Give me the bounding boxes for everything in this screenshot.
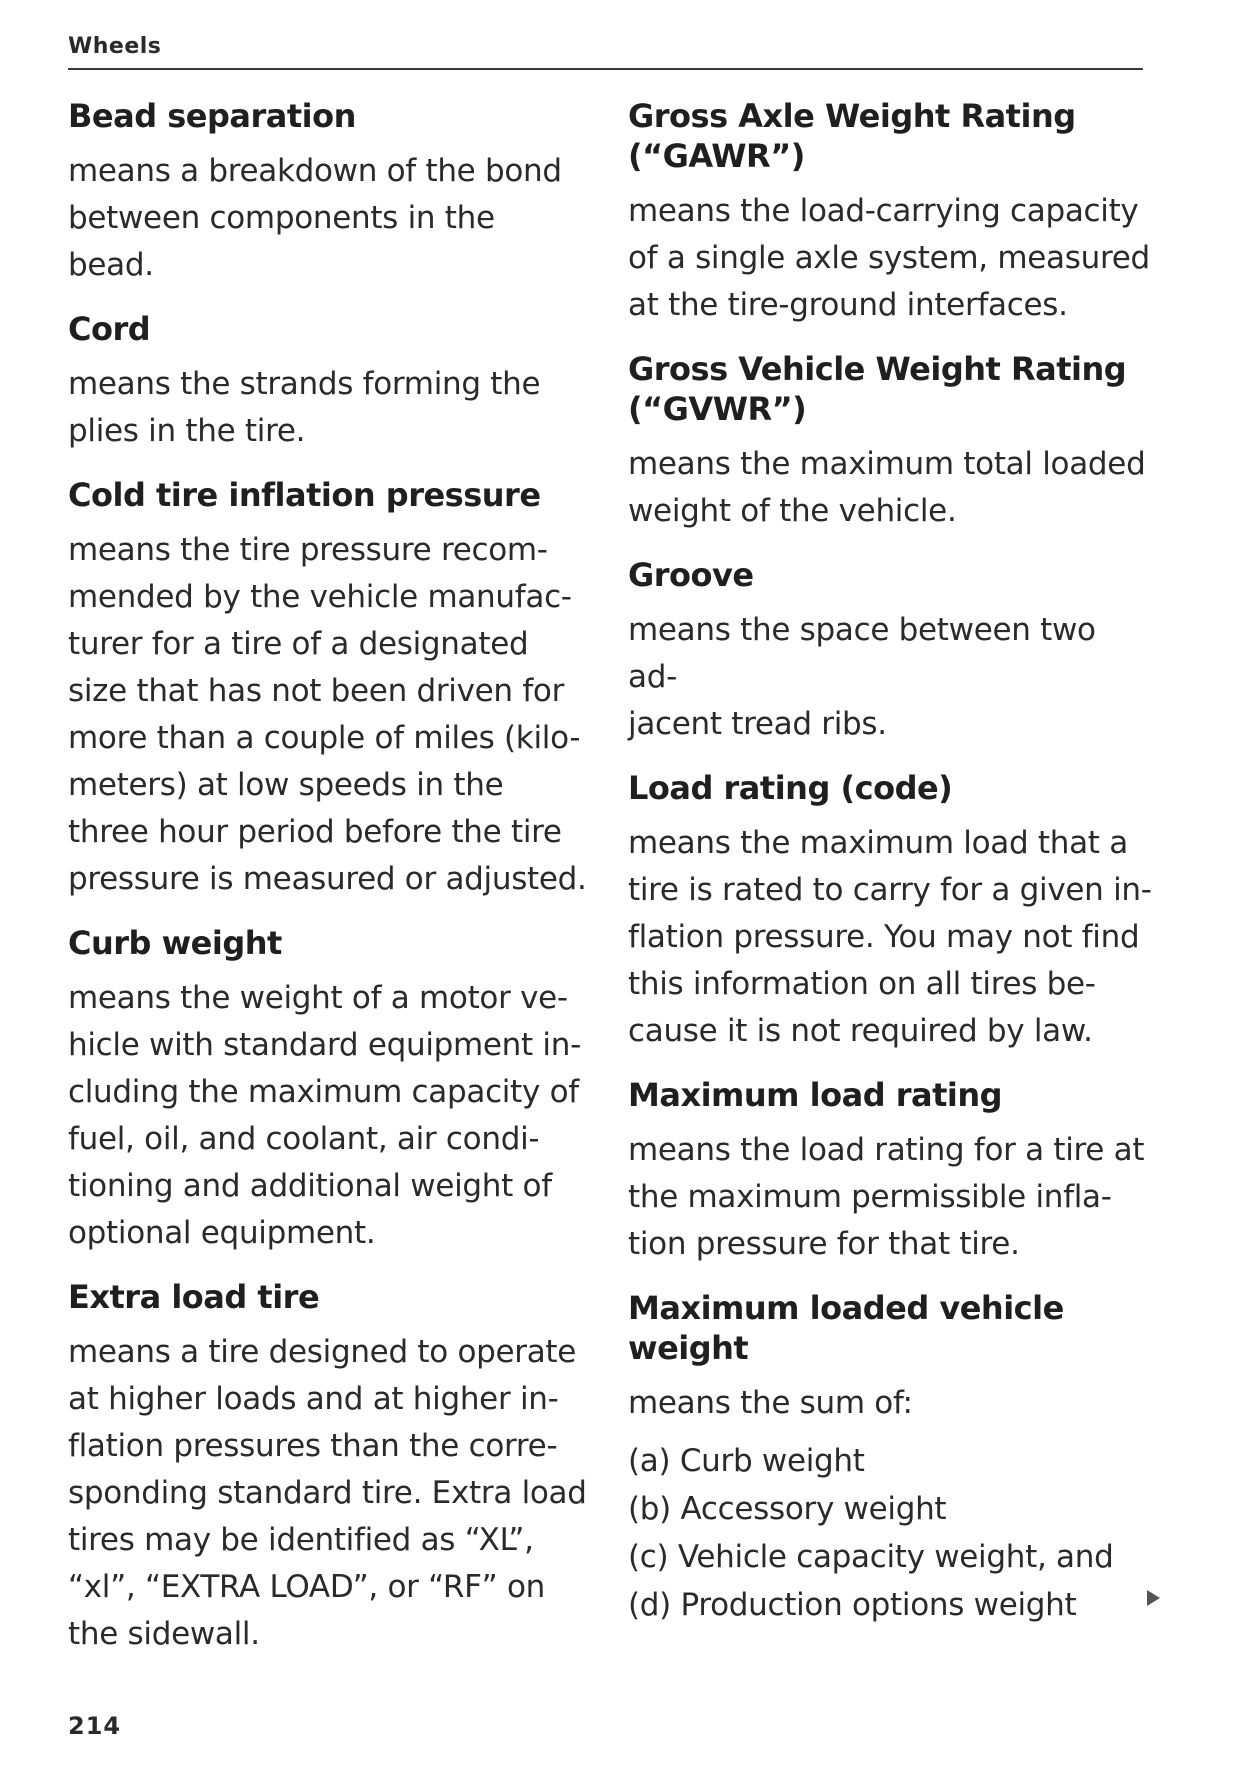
term-definition: means the sum of: (628, 1385, 913, 1421)
term-definition: means the strands forming the plies in the tire. (68, 366, 541, 449)
continue-arrow-icon (1147, 1590, 1160, 1606)
list-item: (b) Accessory weight (628, 1491, 947, 1527)
glossary-entry-groove (628, 555, 1153, 748)
term-heading: Load rating (code) (628, 769, 953, 807)
glossary-entry-load-rating (628, 768, 1153, 1055)
term-definition: means the space between two ad- jacent tread ribs. (628, 612, 1096, 742)
page-header (68, 30, 1143, 70)
glossary-entry-curb-weight (68, 923, 588, 1257)
term-definition: means a tire designed to operate at higher loads and at higher in- flation pressures than the corre- sponding standard tire. Extra load tires may be identified as “XL”, “xl”, “EXTRA LOAD”, or “RF” on the sidewall. (68, 1334, 587, 1652)
glossary-entry-cord (68, 309, 588, 455)
section-title: Wheels (68, 34, 162, 59)
term-definition: means the load rating for a tire at the maximum permissible infla- tion pressure for that tire. (628, 1132, 1145, 1262)
term-heading: Gross Axle Weight Rating (“GAWR”) (628, 97, 1076, 175)
term-heading: Bead separation (68, 97, 356, 135)
glossary-entry-bead-separation (68, 96, 588, 289)
page-number: 214 (68, 1712, 122, 1740)
glossary-entry-gawr (628, 96, 1153, 329)
list-item: (c) Vehicle capacity weight, and (628, 1539, 1114, 1575)
term-definition: means the maximum load that a tire is rated to carry for a given in- flation pressure. You may not find this information on all tires be- cause it is not required by law. (628, 825, 1152, 1049)
glossary-entry-gvwr (628, 349, 1153, 535)
term-heading: Maximum loaded vehicle weight (628, 1289, 1064, 1367)
glossary-entry-extra-load-tire (68, 1277, 588, 1658)
term-heading: Maximum load rating (628, 1076, 1003, 1114)
glossary-entry-maximum-load-rating (628, 1075, 1153, 1268)
term-heading: Cold tire inflation pressure (68, 476, 541, 514)
glossary-entry-maximum-loaded-vehicle-weight (628, 1288, 1153, 1629)
term-definition: means the weight of a motor ve- hicle with standard equipment in- cluding the maximum capacity of fuel, oil, and coolant, air condi- tioning and additional weight of optional equipment. (68, 980, 581, 1251)
term-definition: means the maximum total loaded weight of the vehicle. (628, 446, 1146, 529)
term-heading: Cord (68, 310, 151, 348)
term-definition: means a breakdown of the bond between components in the bead. (68, 153, 562, 283)
term-definition: means the tire pressure recom- mended by the vehicle manufac- turer for a tire of a designated size that has not been driven for more than a couple of miles (kilo- meters) at low speeds in the three hour period before the tire pressure is measured or adjusted. (68, 532, 587, 897)
term-heading: Groove (628, 556, 754, 594)
left-column (68, 96, 588, 1678)
term-heading: Extra load tire (68, 1278, 320, 1316)
list-item: (a) Curb weight (628, 1443, 865, 1479)
glossary-entry-cold-tire-inflation-pressure (68, 475, 588, 903)
term-heading: Curb weight (68, 924, 282, 962)
term-definition: means the load-carrying capacity of a single axle system, measured at the tire-ground interfaces. (628, 193, 1150, 323)
term-heading: Gross Vehicle Weight Rating (“GVWR”) (628, 350, 1127, 428)
sum-components-list (628, 1437, 1153, 1629)
right-column (628, 96, 1153, 1649)
list-item: (d) Production options weight (628, 1587, 1077, 1623)
